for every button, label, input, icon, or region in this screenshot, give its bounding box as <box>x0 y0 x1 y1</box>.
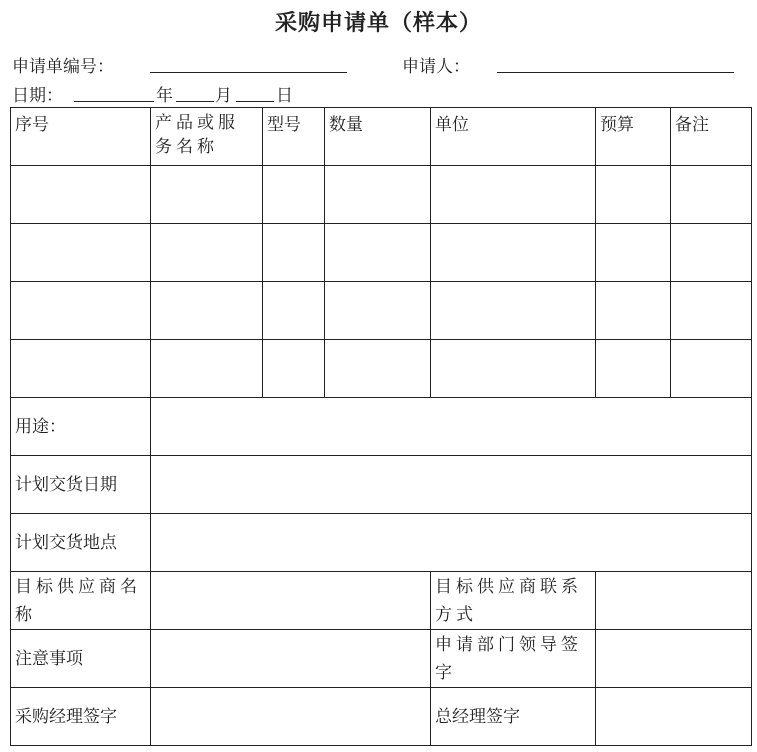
table-cell[interactable] <box>151 224 263 282</box>
table-cell[interactable] <box>151 282 263 340</box>
table-row <box>11 340 752 398</box>
table-cell[interactable] <box>325 166 431 224</box>
purpose-label: 用途： <box>11 398 151 456</box>
header-cell: 产品或服务名称 <box>151 108 263 166</box>
year-field[interactable] <box>74 101 154 102</box>
table-row <box>11 282 752 340</box>
signature-row <box>11 688 752 746</box>
table-cell[interactable] <box>431 224 596 282</box>
supplier-name-field[interactable] <box>151 572 431 630</box>
table-cell[interactable] <box>431 166 596 224</box>
table-cell[interactable] <box>11 282 151 340</box>
table-cell[interactable] <box>596 340 671 398</box>
table-cell[interactable] <box>325 224 431 282</box>
table-cell[interactable] <box>596 166 671 224</box>
table-cell[interactable] <box>11 340 151 398</box>
form-number-field[interactable] <box>150 72 347 73</box>
table-cell[interactable] <box>671 282 752 340</box>
delivery-date-label: 计划交货日期 <box>11 456 151 514</box>
table-cell[interactable] <box>151 340 263 398</box>
day-field[interactable] <box>236 101 274 102</box>
header-cell: 型号 <box>263 108 325 166</box>
header-cell: 数量 <box>325 108 431 166</box>
table-cell[interactable] <box>151 166 263 224</box>
delivery-date-field[interactable] <box>151 456 752 514</box>
table-cell[interactable] <box>11 224 151 282</box>
supplier-row <box>11 572 752 630</box>
delivery-place-row <box>11 514 752 572</box>
table-cell[interactable] <box>431 282 596 340</box>
table-cell[interactable] <box>431 340 596 398</box>
general-manager-sign-label: 总经理签字 <box>431 688 596 746</box>
dept-leader-sign-label: 申请部门领导签字 <box>431 630 596 688</box>
purchase-manager-sign-label: 采购经理签字 <box>11 688 151 746</box>
header-cell: 预算 <box>596 108 671 166</box>
table-cell[interactable] <box>263 282 325 340</box>
table-cell[interactable] <box>671 340 752 398</box>
supplier-contact-label: 目标供应商联系方式 <box>431 572 596 630</box>
date-label: 日期： <box>12 86 63 106</box>
delivery-place-label: 计划交货地点 <box>11 514 151 572</box>
table-header-row <box>11 108 752 166</box>
purpose-field[interactable] <box>151 398 752 456</box>
supplier-contact-field[interactable] <box>596 572 752 630</box>
purchase-request-table <box>10 107 752 746</box>
applicant-field[interactable] <box>497 72 734 73</box>
table-cell[interactable] <box>325 340 431 398</box>
table-cell[interactable] <box>671 166 752 224</box>
notes-label: 注意事项 <box>11 630 151 688</box>
notes-row <box>11 630 752 688</box>
purpose-row <box>11 398 752 456</box>
general-manager-sign-field[interactable] <box>596 688 752 746</box>
purchase-manager-sign-field[interactable] <box>151 688 431 746</box>
table-cell[interactable] <box>596 282 671 340</box>
table-cell[interactable] <box>263 224 325 282</box>
delivery-place-field[interactable] <box>151 514 752 572</box>
notes-field[interactable] <box>151 630 431 688</box>
table-cell[interactable] <box>671 224 752 282</box>
month-field[interactable] <box>176 101 214 102</box>
supplier-name-label: 目标供应商名称 <box>11 572 151 630</box>
form-title: 采购申请单（样本） <box>274 10 482 36</box>
day-label: 日 <box>276 86 293 106</box>
table-cell[interactable] <box>263 166 325 224</box>
table-cell[interactable] <box>11 166 151 224</box>
header-cell: 备注 <box>671 108 752 166</box>
table-row <box>11 166 752 224</box>
delivery-date-row <box>11 456 752 514</box>
month-label: 月 <box>215 86 232 106</box>
header-cell: 序号 <box>11 108 151 166</box>
year-label: 年 <box>156 86 173 106</box>
table-cell[interactable] <box>263 340 325 398</box>
table-row <box>11 224 752 282</box>
table-cell[interactable] <box>596 224 671 282</box>
form-number-label: 申请单编号： <box>12 57 114 77</box>
dept-leader-sign-field[interactable] <box>596 630 752 688</box>
header-cell: 单位 <box>431 108 596 166</box>
applicant-label: 申请人： <box>402 57 470 77</box>
table-cell[interactable] <box>325 282 431 340</box>
